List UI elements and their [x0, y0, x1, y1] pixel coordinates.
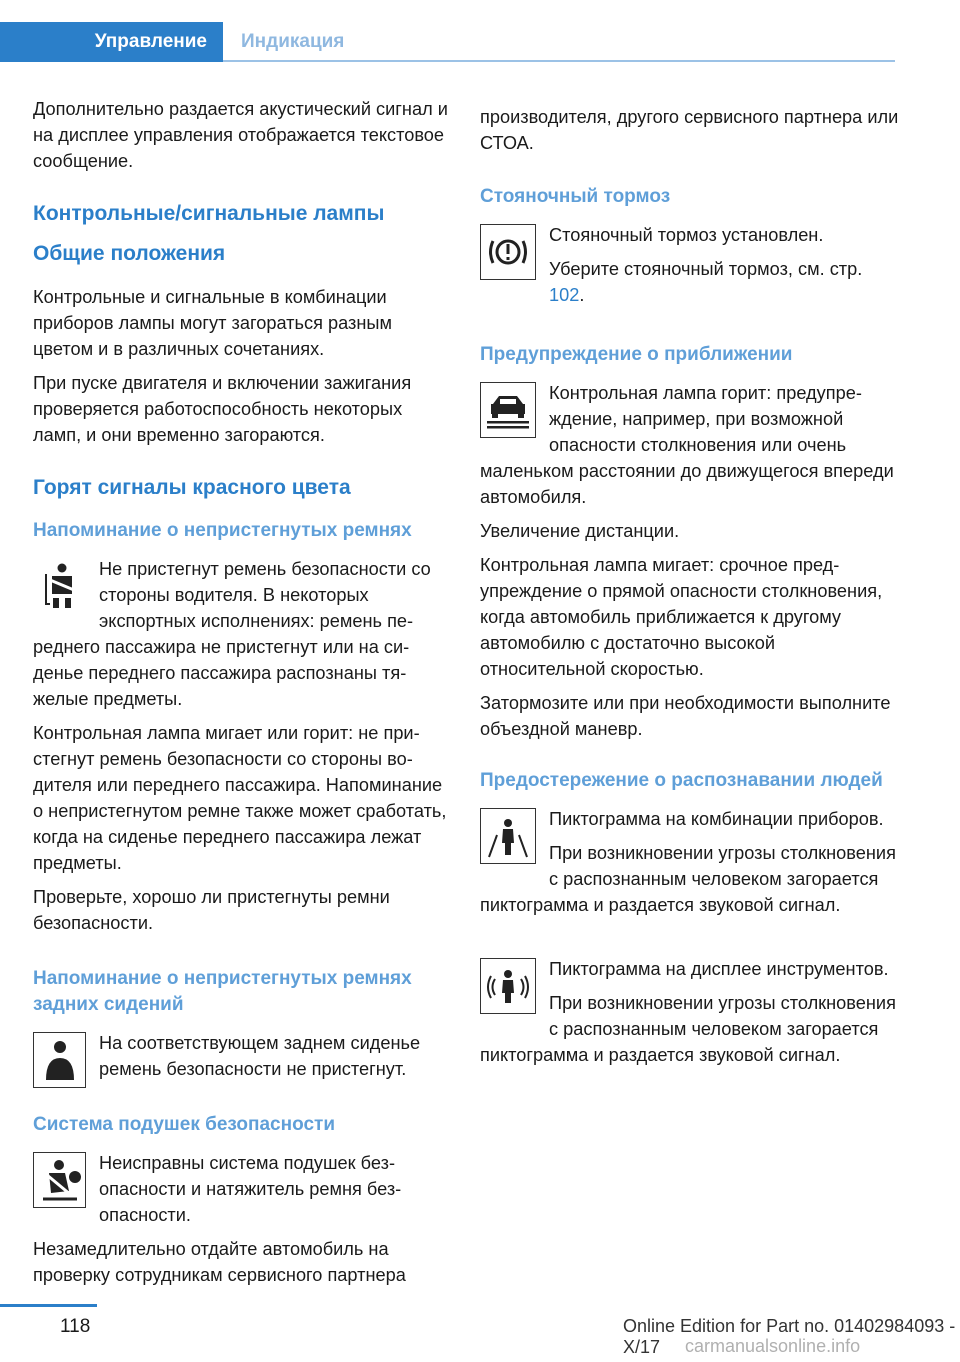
parking-brake-text-1: Стояночный тормоз установлен.	[549, 225, 824, 245]
parking-brake-item	[480, 222, 900, 316]
heading-airbag: Система подушек безопасности	[33, 1114, 335, 1135]
heading-lamps: Контрольные/сигнальные лампы	[33, 202, 385, 225]
heading-approach-warning: Предупреждение о приближении	[480, 344, 793, 365]
tab-indication-label: Индикация	[241, 31, 345, 52]
tab-control-label: Управление	[94, 31, 207, 52]
edition-text: Online Edition for Part no. 01402984093 - X/17	[623, 1316, 956, 1357]
general-text-1: Контрольные и сигнальные в комбинации приборов лампы могут загораться разным цветом и в различных сочетаниях.	[33, 287, 392, 359]
right-column	[480, 104, 900, 1076]
pedestrian-icon	[480, 808, 536, 864]
belt-front-text-1: Не пристегнут ремень безопасности со стороны водителя. В некоторых экспортных исполнениях: ремень переднего пассажира не пристегнут или на сиденье переднего пассажира распознаны тяжелые предметы.	[33, 559, 431, 709]
airbag-icon	[33, 1152, 86, 1208]
airbag-text-1: Неисправны система подушек безопасности и натяжитель ремня безопасности.	[99, 1153, 402, 1225]
header-rule	[223, 60, 895, 62]
approach-item	[480, 380, 900, 510]
pedestrian-sound-icon	[480, 958, 536, 1014]
footer-rule	[0, 1304, 97, 1307]
airbag-item	[33, 1150, 453, 1236]
watermark: carmanualsonline.info	[685, 1336, 861, 1356]
pedestrian-text-2: При возникновении угрозы столкновения с распознанным человеком загорается пиктограмма и раздается звуковой сигнал.	[480, 843, 896, 915]
general-text-2: При пуске двигателя и включении зажигания проверяется работоспособность некоторых ламп, и они временно загораются.	[33, 373, 412, 445]
approach-text-4: Затормозите или при необходимости выполните объездной маневр.	[480, 693, 891, 739]
page-link-102[interactable]: 102	[549, 285, 580, 305]
belt-rear-item	[33, 1030, 453, 1092]
pedestrian-item-2	[480, 956, 900, 1068]
approach-text-3: Контрольная лампа мигает: срочное предупреждение о прямой опасности столкновения, когда автомобиль приближается к другому автомобилю с достаточно высокой относительной скоростью.	[480, 555, 883, 679]
pedestrian-item-1	[480, 806, 900, 918]
heading-parking-brake: Стояночный тормоз	[480, 186, 671, 207]
heading-belt-front: Напоминание о непристегнутых ремнях	[33, 520, 412, 541]
heading-pedestrian-warning: Предостережение о распознавании людей	[480, 770, 883, 791]
parking-brake-text-2-end: .	[579, 285, 585, 305]
tab-indication[interactable]	[223, 22, 344, 62]
pedestrian-text-1: Пиктограмма на комбинации приборов.	[549, 809, 884, 829]
approach-text-1: Контрольная лампа горит: предупреждение, например, при возможной опасности столкновения или очень маленьком расстоянии до движущегося впереди автомобиля.	[480, 383, 894, 507]
left-column	[33, 96, 453, 1296]
parking-brake-text-2: Уберите стояночный тормоз, см. стр.	[549, 259, 863, 279]
pedestrian-text-3: Пиктограмма на дисплее инструментов.	[549, 959, 889, 979]
pedestrian-text-4: При возникновении угрозы столкновения с распознанным человеком загорается пиктограмма и раздается звуковой сигнал.	[480, 993, 896, 1065]
intro-text: Дополнительно раздается акустический сигнал и на дисплее управления отображается текстовое сообщение.	[33, 99, 448, 171]
seatbelt-icon	[33, 558, 86, 611]
tab-control[interactable]	[0, 22, 223, 62]
continuation-text: производителя, другого сервисного партнера или СТОА.	[480, 107, 899, 153]
heading-general: Общие положения	[33, 242, 226, 265]
heading-red-signals: Горят сигналы красного цвета	[33, 476, 351, 499]
belt-front-text-2: Контрольная лампа мигает или горит: не пристегнут ремень безопасности со стороны водителя или переднего пассажира. Напоминание о непристегнутом ремне также может сработать, когда на сиденье переднего пассажира лежат предметы.	[33, 723, 447, 873]
heading-belt-rear: Напоминание о непристегнутых ремнях задних сидений	[33, 968, 412, 1015]
car-approach-icon	[480, 382, 536, 438]
belt-rear-text: На соответствующем заднем сиденье ремень безопасности не пристегнут.	[99, 1033, 421, 1079]
belt-front-item	[33, 556, 453, 720]
parking-brake-icon	[480, 224, 536, 280]
header-tabs	[0, 22, 895, 62]
approach-text-2: Увеличение дистанции.	[480, 521, 680, 541]
airbag-text-2: Незамедлительно отдайте автомобиль на проверку сотрудникам сервисного партнера	[33, 1239, 406, 1285]
rear-occupant-icon	[33, 1032, 86, 1088]
page-number: 118	[60, 1316, 91, 1337]
belt-front-text-3: Проверьте, хорошо ли пристегнуты ремни безопасности.	[33, 887, 390, 933]
